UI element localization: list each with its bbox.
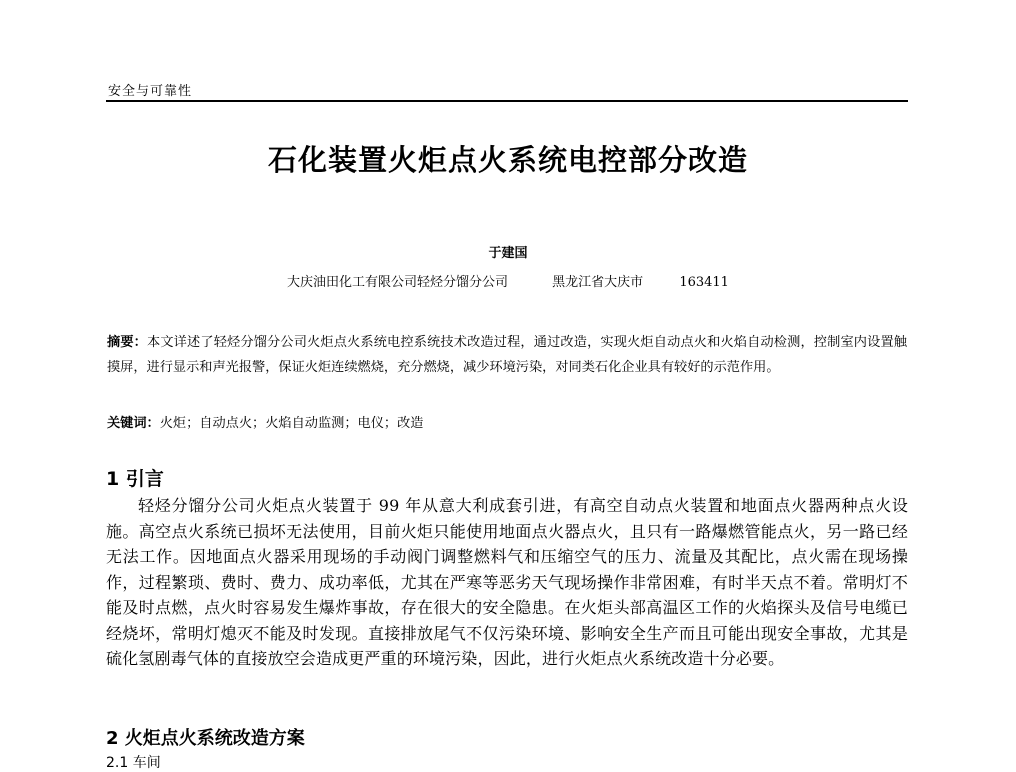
section-2-1-heading-cut: 2.1 车间 bbox=[106, 755, 161, 771]
affiliation-location: 黑龙江省大庆市 bbox=[552, 275, 644, 290]
affiliation-postcode: 163411 bbox=[679, 275, 729, 290]
running-header: 安全与可靠性 bbox=[108, 84, 193, 99]
article-title: 石化装置火炬点火系统电控部分改造 bbox=[267, 143, 748, 177]
abstract-label: 摘要： bbox=[107, 335, 148, 350]
abstract bbox=[107, 330, 907, 380]
author-name: 于建国 bbox=[488, 246, 528, 261]
section-2-heading: 2 火炬点火系统改造方案 bbox=[106, 728, 305, 749]
section-1-paragraph: 轻烃分馏分公司火炬点火装置于 99 年从意大利成套引进，有高空自动点火装置和地面点火器两种点火设施。高空点火系统已损坏无法使用，目前火炬只能使用地面点火器点火，且只有一路爆燃管能点火，另一路已经无法工作。因地面点火器采用现场的手动阀门调整燃料气和压缩空气的压力、流量及其配比，点火需在现场操作，过程繁琐、费时、费力、成功率低，尤其在严寒等恶劣天气现场操作非常困难，有时半天点不着。常明灯不能及时点燃，点火时容易发生爆炸事故，存在很大的安全隐患。在火炬头部高温区工作的火焰探头及信号电缆已经烧坏，常明灯熄灭不能及时发现。直接排放尾气不仅污染环境、影响安全生产而且可能出现安全事故，尤其是硫化氢剧毒气体的直接放空会造成更严重的环境污染，因此，进行火炬点火系统改造十分必要。 bbox=[106, 496, 908, 668]
affiliation-organization: 大庆油田化工有限公司轻烃分馏分公司 bbox=[287, 275, 509, 290]
keywords-text: 火炬；自动点火；火焰自动监测；电仪；改造 bbox=[159, 416, 424, 431]
section-1-heading: 1 引言 bbox=[106, 468, 164, 490]
abstract-text: 本文详述了轻烃分馏分公司火炬点火系统电控系统技术改造过程，通过改造，实现火炬自动点火和火焰自动检测，控制室内设置触摸屏，进行显示和声光报警，保证火炬连续燃烧，充分燃烧，减少环境污染，对同类石化企业具有较好的示范作用。 bbox=[107, 335, 908, 375]
affiliation bbox=[0, 271, 1016, 290]
keywords-label: 关键词： bbox=[107, 416, 160, 431]
header-rule bbox=[106, 100, 908, 102]
keywords bbox=[107, 413, 907, 435]
